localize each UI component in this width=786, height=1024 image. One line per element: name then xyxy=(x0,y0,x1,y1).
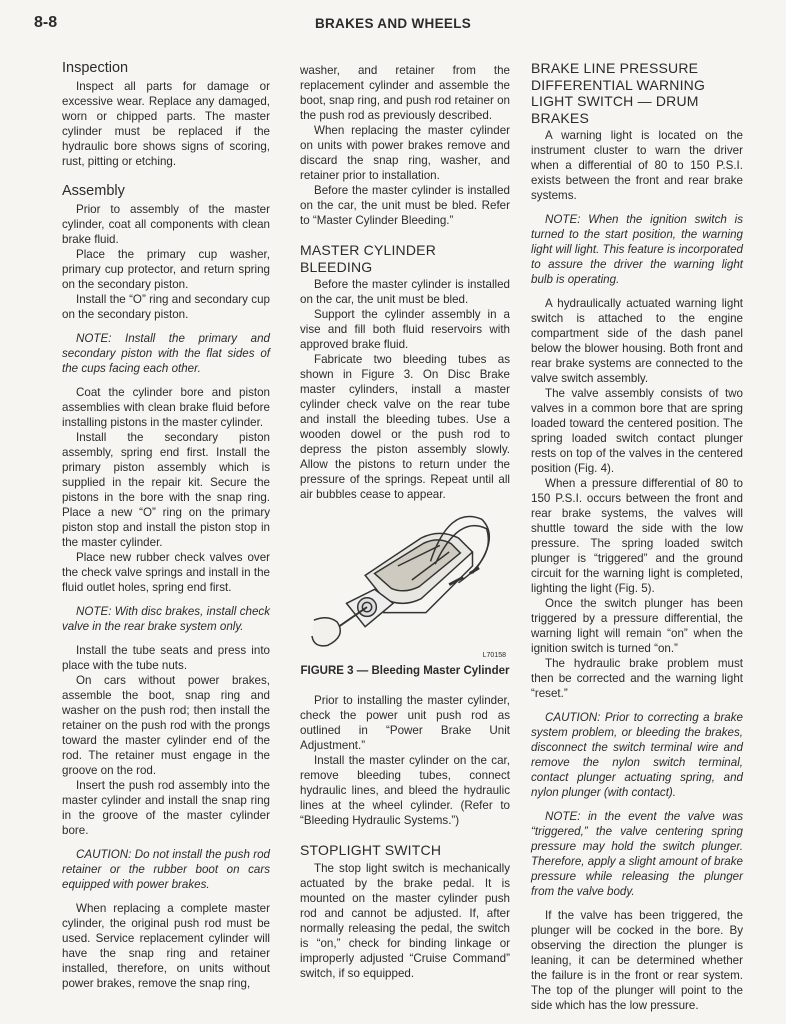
caution: CAUTION: Prior to correcting a brake system problem, or bleeding the brakes, disconnect the switch terminal wire and remove the nylon switch terminal, contact plunger actuating spring, and nylon plunger (with contact). xyxy=(531,711,743,799)
column-1 xyxy=(62,60,270,991)
paragraph: If the valve has been triggered, the plunger will be cocked in the bore. By observing the direction the plunger is leaning, it can be determined whether the failure is in the front or rear system. The top of the plunger will point to the side which has the low pressure. xyxy=(531,909,743,1012)
bleeding-section xyxy=(300,242,510,502)
paragraph: A hydraulically actuated warning light switch is attached to the engine compartment side of the dash panel below the blower housing. Both front and rear brake systems are connected to the valve switch assembly. xyxy=(531,297,743,385)
paragraph: When a pressure differential of 80 to 150 P.S.I. occurs between the front and rear brake systems, the valves will shuttle toward the side with the low pressure. The spring loaded switch plunger is “triggered” and the ground circuit for the warning light is completed, lighting the light (Fig. 5). xyxy=(531,477,743,595)
caution: CAUTION: Do not install the push rod retainer or the rubber boot on cars equipped with power brakes. xyxy=(62,848,270,891)
section-heading: BRAKE LINE PRESSURE DIFFERENTIAL WARNING LIGHT SWITCH — DRUM BRAKES xyxy=(531,60,706,126)
note: NOTE: With disc brakes, install check valve in the rear brake system only. xyxy=(62,605,270,633)
page-number: 8-8 xyxy=(34,14,58,31)
paragraph: Fabricate two bleeding tubes as shown in Figure 3. On Disc Brake master cylinders, install a master cylinder check valve on the rear tube and install the bleeding tubes. Use a wooden dowel or the push rod to depress the piston assembly slowly. Allow the pistons to return under the pressure of the springs. Repeat until all air bubbles cease to appear. xyxy=(300,353,510,501)
note: NOTE: Install the primary and secondary piston with the flat sides of the cups facing each other. xyxy=(62,332,270,375)
column-2 xyxy=(300,60,510,981)
paragraph: washer, and retainer from the replacement cylinder and assemble the boot, snap ring, and push rod retainer on the push rod as previously described. xyxy=(300,64,510,122)
paragraph: The stop light switch is mechanically actuated by the brake pedal. It is mounted on the master cylinder push rod and cannot be adjusted. If, after normally releasing the pedal, the switch is “on,” check for binding linkage or improperly adjusted “Cruise Command” switch, if so equipped. xyxy=(300,861,510,980)
paragraph: Before the master cylinder is installed on the car, the unit must be bled. xyxy=(300,278,510,306)
note: NOTE: in the event the valve was “triggered,” the valve centering spring pressure may hold the switch plunger. Therefore, apply a slight amount of brake pressure while releasing the plunger from the valve body. xyxy=(531,810,743,898)
paragraph: Place new rubber check valves over the check valve springs and install in the fluid outlet holes, spring end first. xyxy=(62,551,270,594)
running-header: BRAKES AND WHEELS xyxy=(314,16,472,31)
figure-3 xyxy=(300,510,510,660)
paragraph: Once the switch plunger has been triggered by a pressure differential, the warning light will remain “on” when the ignition switch is turned “on.” xyxy=(531,597,743,655)
paragraph: A warning light is located on the instrument cluster to warn the driver when a differential of 80 to 150 P.S.I. exists between the front and rear brake systems. xyxy=(531,129,743,202)
paragraph: Insert the push rod assembly into the master cylinder and install the snap ring in the groove of the master cylinder bore. xyxy=(62,779,270,837)
figure-id: L70158 xyxy=(482,652,506,659)
paragraph: When replacing the master cylinder on units with power brakes remove and discard the snap ring, washer, and retainer prior to installation. xyxy=(300,124,510,182)
paragraph: Install the master cylinder on the car, remove bleeding tubes, connect hydraulic lines, and bleed the hydraulic lines at the wheel cylinder. (Refer to “Bleeding Hydraulic Systems.”) xyxy=(300,754,510,827)
paragraph: On cars without power brakes, assemble the boot, snap ring and washer on the push rod; then install the retainer on the push rod with the prongs toward the master cylinder end of the rod. The retainer must engage in the groove on the rod. xyxy=(62,674,270,777)
paragraph: Prior to installing the master cylinder, check the power unit push rod as outlined in “Power Brake Unit Adjustment.” xyxy=(300,694,510,752)
section-heading: STOPLIGHT SWITCH xyxy=(300,842,442,858)
figure-caption: FIGURE 3 — Bleeding Master Cylinder xyxy=(300,665,510,677)
warning-switch-section xyxy=(531,60,743,203)
section-heading: Inspection xyxy=(62,60,129,76)
paragraph: Place the primary cup washer, primary cup protector, and return spring on the secondary piston. xyxy=(62,248,270,291)
paragraph: Before the master cylinder is installed on the car, the unit must be bled. Refer to “Master Cylinder Bleeding.” xyxy=(300,184,510,227)
paragraph: Support the cylinder assembly in a vise and fill both fluid reservoirs with approved brake fluid. xyxy=(300,308,510,351)
section-heading: Assembly xyxy=(62,183,125,199)
paragraph: Install the tube seats and press into place with the tube nuts. xyxy=(62,644,270,672)
paragraph: The valve assembly consists of two valves in a common bore that are spring loaded toward the centered position. The spring loaded switch contact plunger rests on top of the valves in the centered position (Fig. 4). xyxy=(531,387,743,475)
master-cylinder-illustration xyxy=(305,510,500,650)
paragraph: Inspect all parts for damage or excessive wear. Replace any damaged, worn or chipped parts. The master cylinder must be replaced if the hydraulic bore shows signs of scoring, rust, pitting or etching. xyxy=(62,80,270,168)
paragraph: Install the “O” ring and secondary cup on the secondary piston. xyxy=(62,293,270,321)
assembly-section xyxy=(62,183,270,322)
paragraph: Prior to assembly of the master cylinder, coat all components with clean brake fluid. xyxy=(62,203,270,246)
note: NOTE: When the ignition switch is turned to the start position, the warning light will light. This feature is incorporated to assure the driver the warning light bulb is operating. xyxy=(531,213,744,286)
paragraph: Install the secondary piston assembly, spring end first. Install the primary piston assembly which is supplied in the repair kit. Secure the pistons in the bore with the snap ring. Place a new “O” ring on the primary piston stop and install the piston stop in the master cylinder. xyxy=(62,431,270,549)
paragraph: Coat the cylinder bore and piston assemblies with clean brake fluid before installing pistons in the master cylinder. xyxy=(62,386,270,429)
section-heading: MASTER CYLINDER BLEEDING xyxy=(300,242,437,275)
paragraph: When replacing a complete master cylinder, the original push rod must be used. Service replacement cylinder will have the snap ring and retainer installed, therefore, on units without power brakes, remove the snap ring, xyxy=(62,902,270,990)
paragraph: The hydraulic brake problem must then be corrected and the warning light “reset.” xyxy=(531,657,743,700)
stoplight-section xyxy=(300,842,510,981)
inspection-section xyxy=(62,60,270,169)
column-3 xyxy=(531,60,743,1013)
